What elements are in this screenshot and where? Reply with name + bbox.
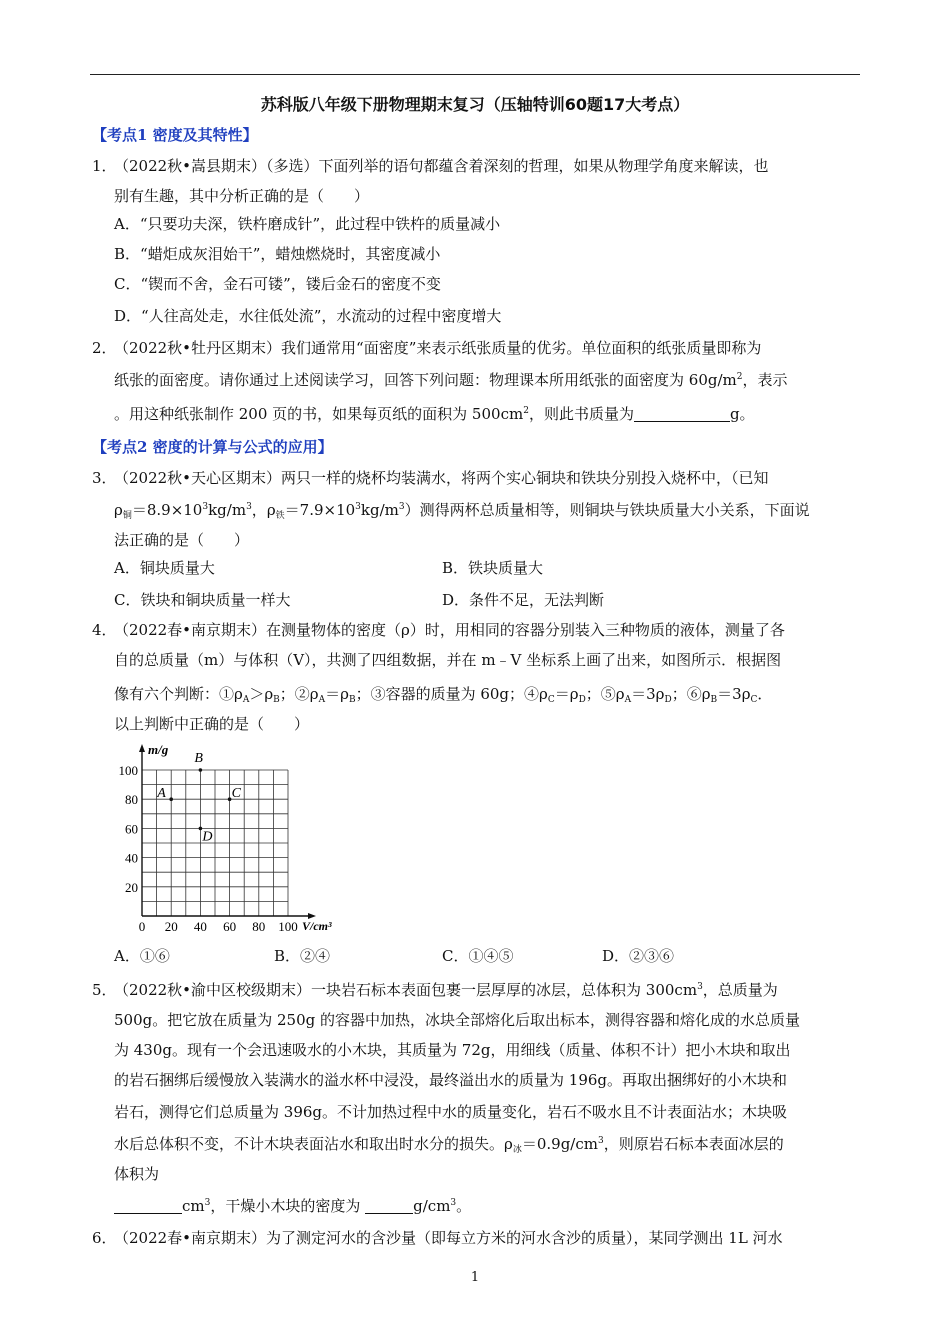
subscript: A (624, 695, 632, 705)
q4-text: ；②ρ (279, 685, 319, 703)
q4-option-a: A．①⑥ (114, 947, 170, 965)
q3-text: kg/m (360, 501, 399, 519)
q1-option-d: D．“人往高处走，水往低处流”，水流动的过程中密度增大 (114, 307, 502, 325)
q3-line: 法正确的是（ ） (114, 531, 250, 549)
x-tick-label: 60 (223, 919, 237, 934)
point-label-d: D (202, 829, 213, 845)
q2-text: g。 (729, 405, 755, 423)
section-heading-1: 【考点1 密度及其特性】 (92, 126, 258, 144)
subscript: A (318, 695, 326, 705)
q4-option-d: D．②③⑥ (602, 947, 675, 965)
x-tick-label: 100 (278, 919, 298, 934)
q2-line (114, 370, 788, 390)
q5-text: ＝0.9g/cm (521, 1135, 598, 1153)
x-tick-label: 20 (164, 919, 178, 934)
superscript: 3 (204, 1198, 211, 1208)
y-axis-arrow (139, 744, 145, 752)
subscript: D (664, 695, 672, 705)
rho-symbol: ρ (266, 501, 276, 519)
q4-line: （2022春•南京期末）在测量物体的密度（ρ）时，用相同的容器分别装入三种物质的液体，测量了各 (114, 621, 785, 639)
point-label-b: B (194, 751, 203, 766)
q4-text: 像有六个判断：①ρ (114, 685, 243, 703)
q6-line: （2022春•南京期末）为了测定河水的含沙量（即每立方米的河水含沙的质量），某同学测出 1L 河水 (114, 1229, 783, 1247)
answer-blank[interactable] (365, 1197, 413, 1214)
q4-text: ；⑤ρ (585, 685, 625, 703)
q4-text: ；⑥ρ (671, 685, 711, 703)
subscript: B (348, 695, 356, 705)
q3-option-c: C．铁块和铜块质量一样大 (114, 591, 291, 609)
q2-line: （2022秋•牡丹区期末）我们通常用“面密度”来表示纸张质量的优劣。单位面积的纸张质量即称为 (114, 339, 762, 357)
q5-line: 为 430g。现有一个会迅速吸水的小木块，其质量为 72g，用细线（质量、体积不计）把小木块和取出 (114, 1041, 791, 1059)
y-tick-label: 20 (125, 879, 138, 895)
q1-number: 1． (92, 157, 117, 175)
page-number: 1 (470, 1270, 480, 1285)
q5-text: ，干燥小木块的密度为 (210, 1197, 366, 1215)
q4-text: ＝3ρ (717, 685, 751, 703)
q4-line: 自的总质量（m）与体积（V），共测了四组数据，并在 m﹣V 坐标系上画了出来，如图所示．根据图 (114, 651, 782, 669)
y-tick-label: 100 (118, 763, 138, 778)
q3-text: ＝8.9×10 (131, 501, 203, 519)
q3-option-a: A．铜块质量大 (114, 559, 215, 577)
section-heading-2: 【考点2 密度的计算与公式的应用】 (92, 438, 333, 456)
point-label-a: A (157, 786, 166, 802)
subscript: 铜 (122, 511, 132, 521)
q4-text: ＝ρ (325, 685, 349, 703)
x-axis-label: V/cm³ (302, 919, 332, 933)
x-tick-label: 40 (193, 919, 207, 934)
rho-symbol: ρ (114, 501, 123, 519)
q1-option-a: A．“只要功夫深，铁杵磨成针”，此过程中铁杵的质量减小 (114, 215, 501, 233)
subscript: 铁 (275, 511, 285, 521)
q3-line: （2022秋•天心区期末）两只一样的烧杯均装满水，将两个实心铜块和铁块分别投入烧杯中，（已知 (114, 469, 769, 487)
y-tick-label: 80 (125, 792, 138, 808)
q3-line (114, 500, 810, 520)
subscript: 冰 (512, 1145, 522, 1155)
q2-text: 纸张的面密度。请你通过上述阅读学习，回答下列问题：物理课本所用纸张的面密度为 60g/m (114, 371, 737, 389)
q5-text: ，总质量为 (702, 981, 778, 999)
q5-text: （2022秋•渝中区校级期末）一块岩石标本表面包裹一层厚厚的冰层，总体积为 300cm (114, 981, 698, 999)
y-tick-label: 40 (125, 850, 138, 866)
x-tick-label: 80 (252, 919, 266, 934)
header-rule (90, 74, 860, 75)
q4-number: 4． (92, 621, 117, 639)
subscript: C (750, 695, 758, 705)
q5-line: 500g。把它放在质量为 250g 的容器中加热，冰块全部熔化后取出标本，测得容器和熔化成的水总质量 (114, 1011, 801, 1029)
q6-number: 6． (92, 1229, 117, 1247)
q5-line (114, 1196, 471, 1216)
superscript: 3 (202, 502, 209, 512)
answer-blank[interactable] (114, 1197, 182, 1214)
q3-option-b: B．铁块质量大 (442, 559, 544, 577)
subscript: B (710, 695, 718, 705)
subscript: C (547, 695, 555, 705)
q4-text: ；③容器的质量为 60g；④ρ (355, 685, 548, 703)
y-tick-label: 60 (125, 821, 138, 837)
page-title: 苏科版八年级下册物理期末复习（压轴特训60题17大考点） (260, 95, 690, 114)
q4-option-b: B．②④ (274, 947, 331, 965)
subscript: D (578, 695, 586, 705)
q4-text: ＞ρ (249, 685, 274, 703)
superscript: 3 (597, 1136, 604, 1146)
data-point-a (169, 797, 173, 801)
q5-text: 。 (456, 1197, 472, 1215)
q4-text: ＝ρ (554, 685, 579, 703)
q4-option-c: C．①④⑤ (442, 947, 514, 965)
subscript: B (273, 695, 280, 705)
superscript: 3 (246, 502, 252, 512)
q3-text: ＝7.9×10 (284, 501, 356, 519)
q5-line: 体积为 (114, 1165, 160, 1183)
q5-number: 5． (92, 981, 117, 999)
point-label-c: C (231, 786, 241, 802)
q5-line (114, 1134, 784, 1154)
q1-option-c: C．“锲而不舍，金石可镂”，镂后金石的密度不变 (114, 275, 441, 293)
q1-line: 别有生趣，其中分析正确的是（ ） (114, 187, 370, 205)
subscript: A (242, 695, 250, 705)
q4-text: ＝3ρ (631, 685, 665, 703)
q4-text: ． (757, 685, 773, 703)
superscript: 3 (450, 1198, 457, 1208)
superscript: 3 (697, 982, 703, 992)
superscript: 3 (398, 502, 405, 512)
q1-option-b: B．“蜡炬成灰泪始干”，蜡烛燃烧时，其密度减小 (114, 245, 441, 263)
q3-number: 3． (92, 469, 117, 487)
q1-line: （2022秋•嵩县期末）（多选）下面列举的语句都蕴含着深刻的哲理，如果从物理学角度来解读，也 (114, 157, 769, 175)
superscript: 2 (736, 372, 743, 382)
q5-text: ，则原岩石标本表面冰层的 (603, 1135, 784, 1153)
q5-text: 水后总体积不变，不计木块表面沾水和取出时水分的损失。ρ (114, 1135, 513, 1153)
q2-number: 2． (92, 339, 117, 357)
y-axis-label: m/g (148, 742, 169, 757)
q3-text: ）测得两杯总质量相等，则铜块与铁块质量大小关系，下面说 (404, 501, 810, 519)
data-point-b (199, 768, 203, 772)
q3-text: ， (251, 501, 267, 519)
q2-text: 。用这种纸张制作 200 页的书，如果每页纸的面积为 500cm (114, 405, 524, 423)
q5-line (114, 980, 778, 1000)
q5-line: 的岩石捆绑后缓慢放入装满水的溢水杯中浸没，最终溢出水的质量为 196g。再取出捆绑好的小木块和 (114, 1071, 788, 1089)
q2-text: ，则此书质量为 (528, 405, 634, 423)
q4-line (114, 684, 772, 704)
q2-line (114, 404, 755, 424)
mv-graph (112, 742, 352, 940)
q4-line: 以上判断中正确的是（ ） (114, 715, 310, 733)
q3-option-d: D．条件不足，无法判断 (442, 591, 605, 609)
x-tick-label: 0 (138, 919, 146, 934)
superscript: 3 (355, 502, 361, 512)
q2-text: ，表示 (742, 371, 788, 389)
q3-text: kg/m (208, 501, 247, 519)
q5-text: cm (182, 1197, 205, 1215)
answer-blank[interactable] (634, 405, 730, 422)
q5-line: 岩石，测得它们总质量为 396g。不计加热过程中水的质量变化，岩石不吸水且不计表面沾水；木块吸 (114, 1103, 788, 1121)
q5-text: g/cm (413, 1197, 451, 1215)
superscript: 2 (523, 406, 529, 416)
